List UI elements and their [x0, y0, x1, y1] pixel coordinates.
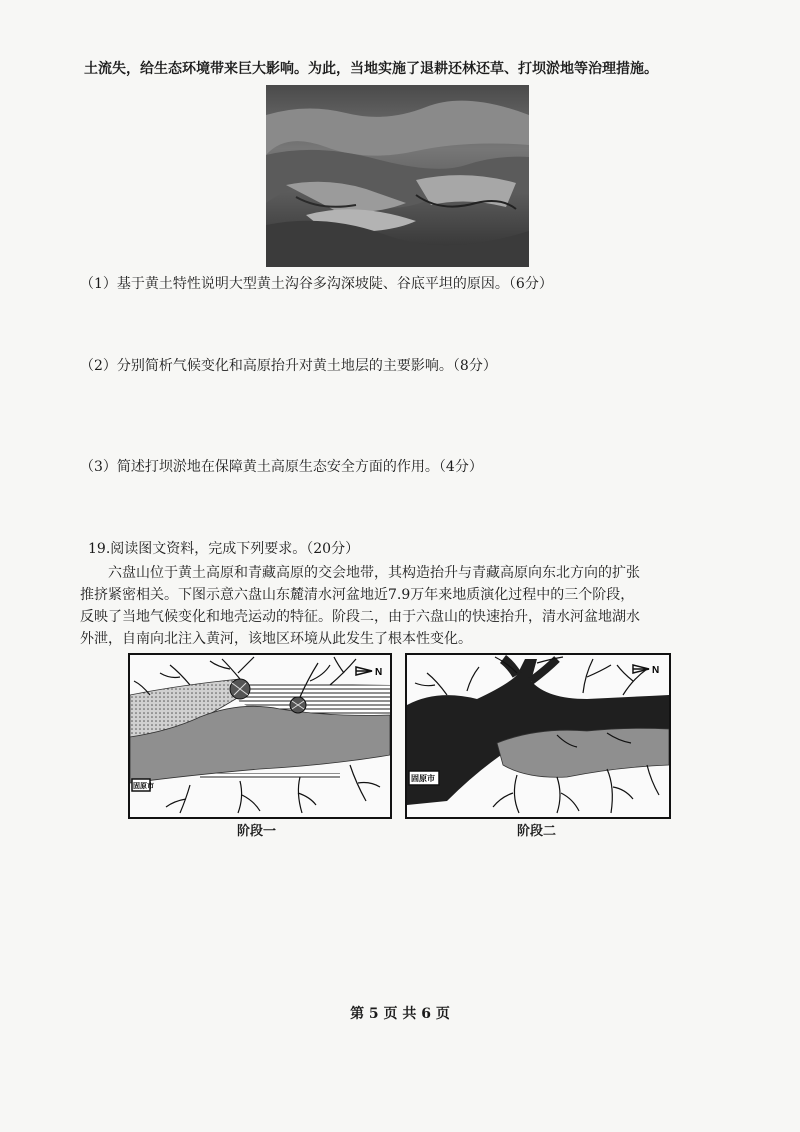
stage1-caption: 阶段一 — [237, 824, 277, 839]
north-label: N — [375, 667, 383, 678]
stage2-map — [405, 653, 671, 819]
question-19-line: 推挤紧密相关。下图示意六盘山东麓清水河盆地近7.9万年来地质演化过程中的三个阶段， — [80, 587, 635, 603]
question-19-line: 反映了当地气候变化和地壳运动的特征。阶段二，由于六盘山的快速抬升，清水河盆地湖水 — [80, 609, 640, 625]
page-number: 第 5 页 共 6 页 — [350, 1006, 450, 1022]
question-19-line: 外泄，自南向北注入黄河，该地区环境从此发生了根本性变化。 — [80, 631, 472, 647]
city-label: 固原市 — [411, 774, 435, 783]
question-18-3: （3）简述打坝淤地在保障黄土高原生态安全方面的作用。（4分） — [80, 459, 483, 475]
loess-gully-photo — [266, 85, 529, 267]
question-19-title: 19.阅读图文资料，完成下列要求。（20分） — [88, 541, 360, 557]
question-19-line: 六盘山位于黄土高原和青藏高原的交会地带，其构造抬升与青藏高原向东北方向的扩张 — [108, 565, 640, 581]
city-label: 固原市 — [133, 782, 154, 790]
question-18-1: （1）基于黄土特性说明大型黄土沟谷多沟深坡陡、谷底平坦的原因。（6分） — [80, 276, 553, 292]
north-label: N — [652, 665, 660, 676]
stage1-map — [128, 653, 392, 819]
intro-text: 土流失，给生态环境带来巨大影响。为此，当地实施了退耕还林还草、打坝淤地等治理措施。 — [84, 61, 658, 77]
north-arrow-icon — [356, 667, 372, 675]
question-18-2: （2）分别简析气候变化和高原抬升对黄土地层的主要影响。（8分） — [80, 358, 497, 374]
stage2-caption: 阶段二 — [517, 824, 557, 839]
north-arrow-icon — [633, 665, 649, 673]
